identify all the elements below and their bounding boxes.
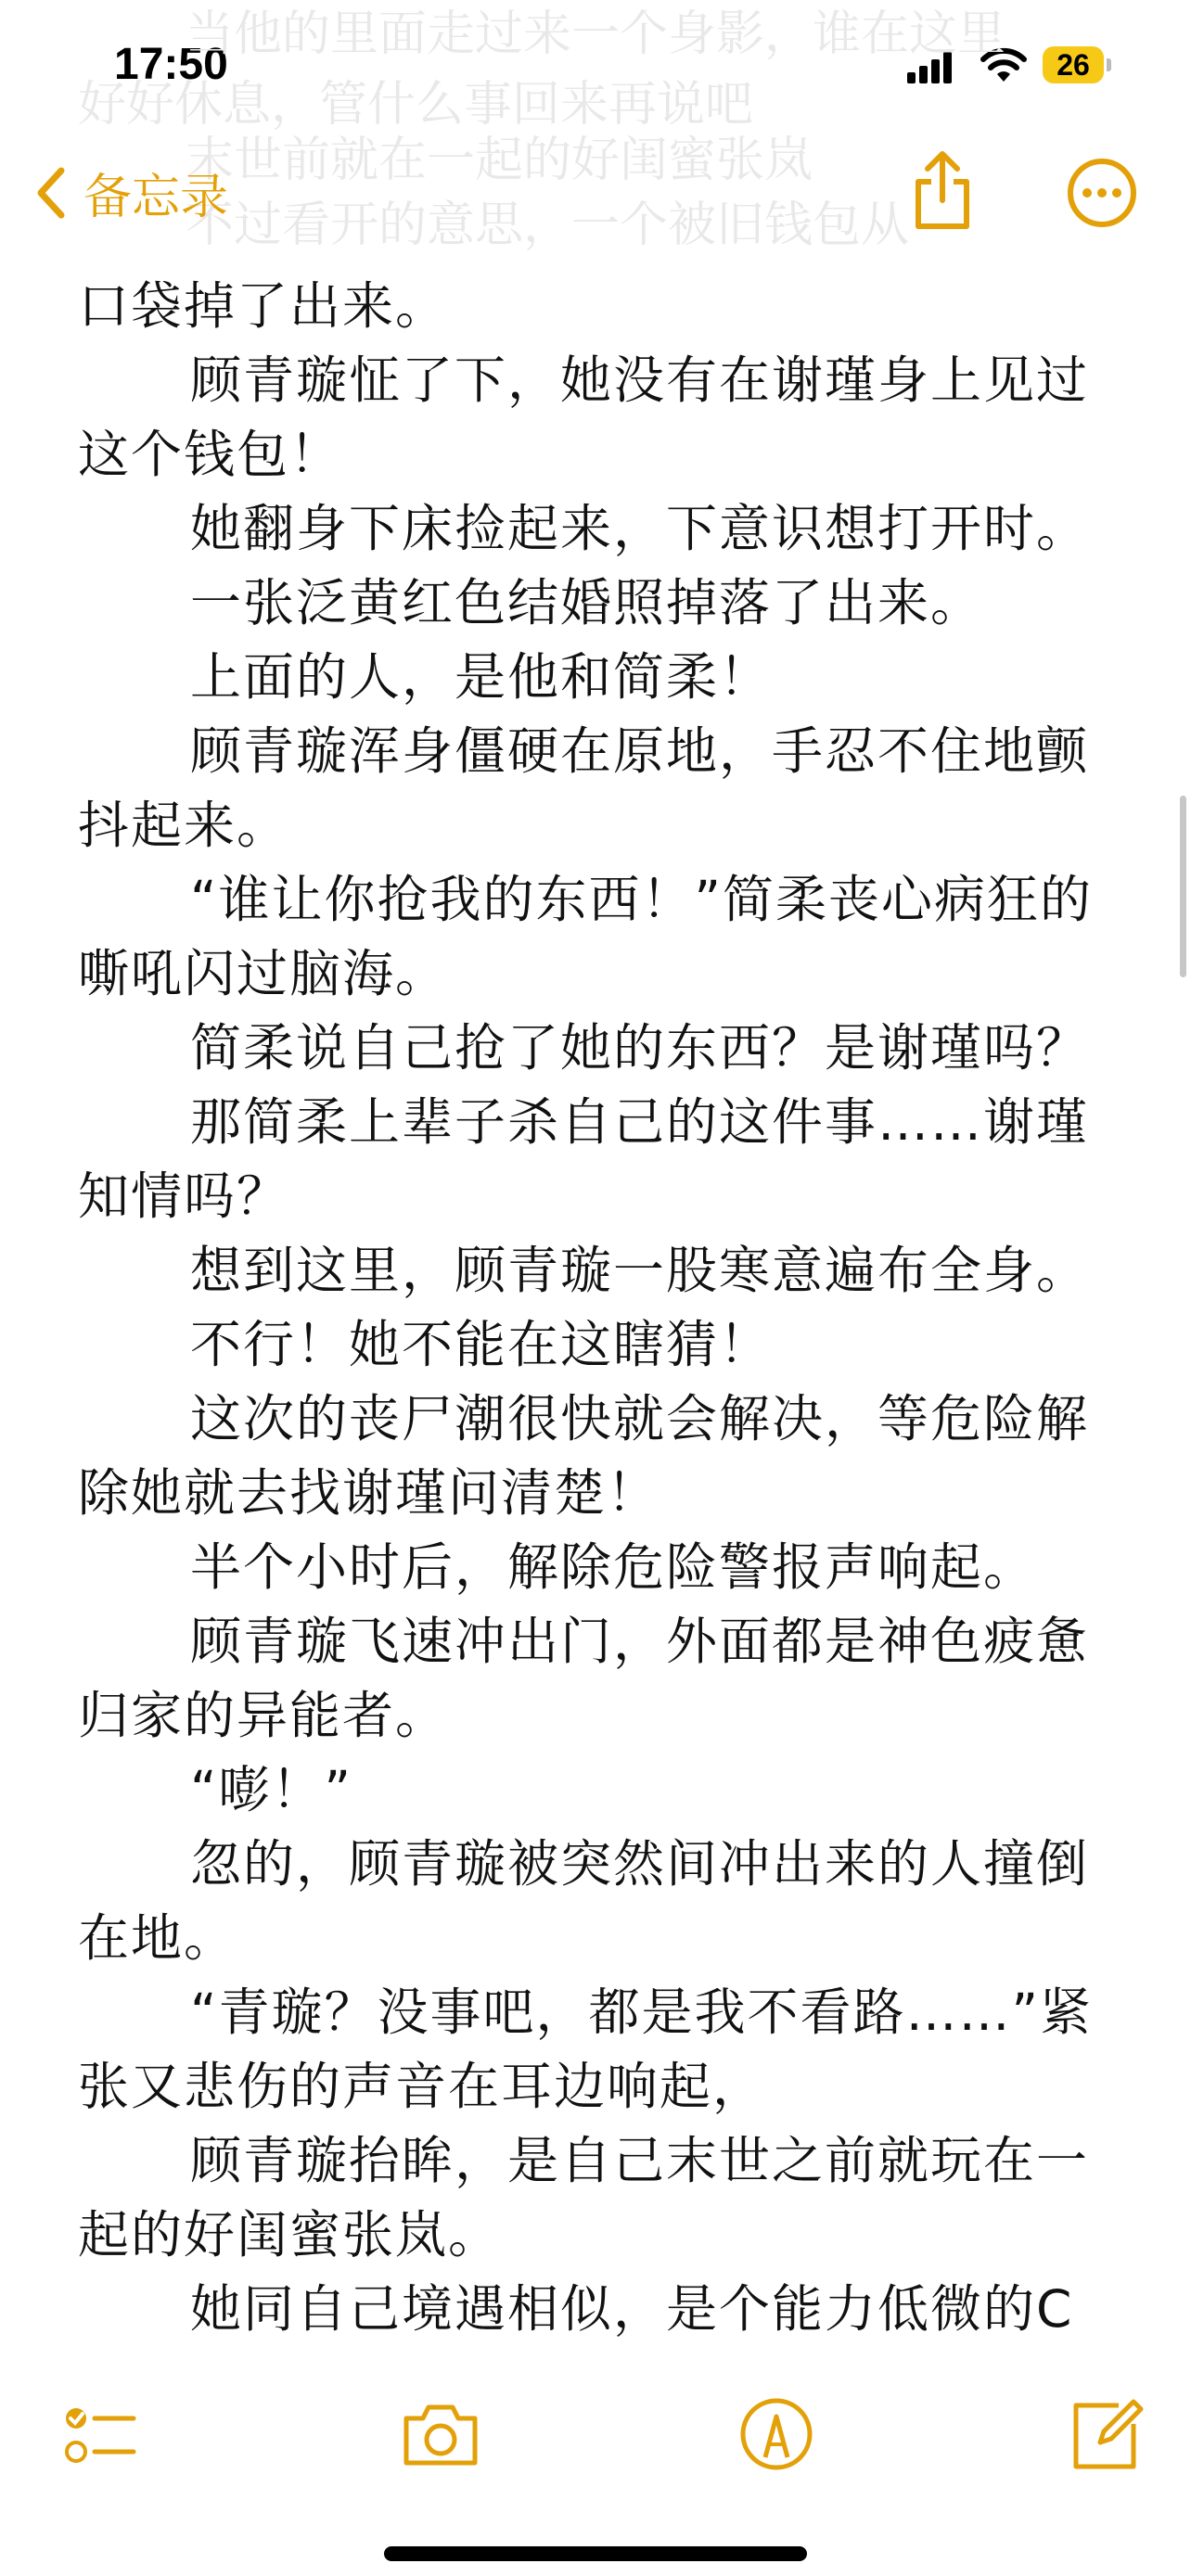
note-paragraph: 顾青璇飞速冲出门，外面都是神色疲惫归家的异能者。 (78, 1612, 1090, 1745)
scroll-indicator[interactable] (1180, 796, 1186, 977)
note-paragraph: 那简柔上辈子杀自己的这件事……谢瑾知情吗？ (78, 1092, 1090, 1226)
wifi-icon (980, 46, 1028, 83)
battery-level: 26 (1043, 46, 1104, 83)
note-paragraph: 顾青璇抬眸，是自己末世之前就玩在一起的好闺蜜张岚。 (78, 2131, 1090, 2264)
note-paragraph: 顾青璇怔了下，她没有在谢瑾身上见过这个钱包！ (78, 351, 1090, 484)
camera-icon[interactable] (399, 2392, 482, 2476)
battery-indicator (1043, 46, 1113, 83)
note-paragraph: 半个小时后，解除危险警报声响起。 (190, 1537, 1037, 1597)
back-button[interactable] (35, 158, 228, 227)
note-paragraph: 她同自己境遇相似，是个能力低微的C (190, 2279, 1074, 2339)
nav-bar (0, 139, 1191, 250)
note-paragraph: 顾青璇浑身僵硬在原地，手忍不住地颤抖起来。 (78, 721, 1090, 855)
back-label: 备忘录 (83, 170, 229, 225)
note-paragraph: 这次的丧尸潮很快就会解决，等危险解除她就去找谢瑾问清楚！ (78, 1389, 1090, 1523)
note-paragraph: “谁让你抢我的东西！”简柔丧心病狂的嘶吼闪过脑海。 (78, 870, 1093, 1003)
note-paragraph: 不行！她不能在这瞎猜！ (190, 1315, 773, 1374)
note-paragraph: “嘭！” (190, 1760, 352, 1819)
share-icon[interactable] (909, 148, 976, 232)
compose-icon[interactable] (1063, 2392, 1146, 2476)
note-paragraph: 她翻身下床捡起来，下意识想打开时。 (190, 499, 1090, 558)
markup-pen-icon[interactable] (735, 2392, 818, 2476)
checklist-icon[interactable] (56, 2392, 139, 2476)
note-paragraph: 忽的，顾青璇被突然间冲出来的人撞倒在地。 (78, 1834, 1090, 1968)
note-paragraph: “青璇？没事吧，都是我不看路……”紧张又悲伤的声音在耳边响起， (78, 1983, 1093, 2116)
home-indicator[interactable] (384, 2546, 807, 2561)
note-paragraph: 口袋掉了出来。 (78, 276, 449, 336)
status-time: 17:50 (114, 40, 228, 89)
cellular-signal-icon (907, 52, 952, 83)
note-paragraph: 上面的人，是他和简柔！ (190, 647, 773, 707)
status-bar (0, 0, 1191, 139)
note-body[interactable] (78, 269, 1117, 2346)
more-ellipsis-icon[interactable] (1067, 158, 1137, 228)
note-paragraph: 一张泛黄红色结婚照掉落了出来。 (190, 573, 984, 632)
note-paragraph: 简柔说自己抢了她的东西？是谢瑾吗？ (190, 1018, 1090, 1078)
chevron-left-icon (35, 165, 67, 221)
bottom-toolbar (0, 2374, 1191, 2504)
note-paragraph: 想到这里，顾青璇一股寒意遍布全身。 (190, 1241, 1090, 1300)
